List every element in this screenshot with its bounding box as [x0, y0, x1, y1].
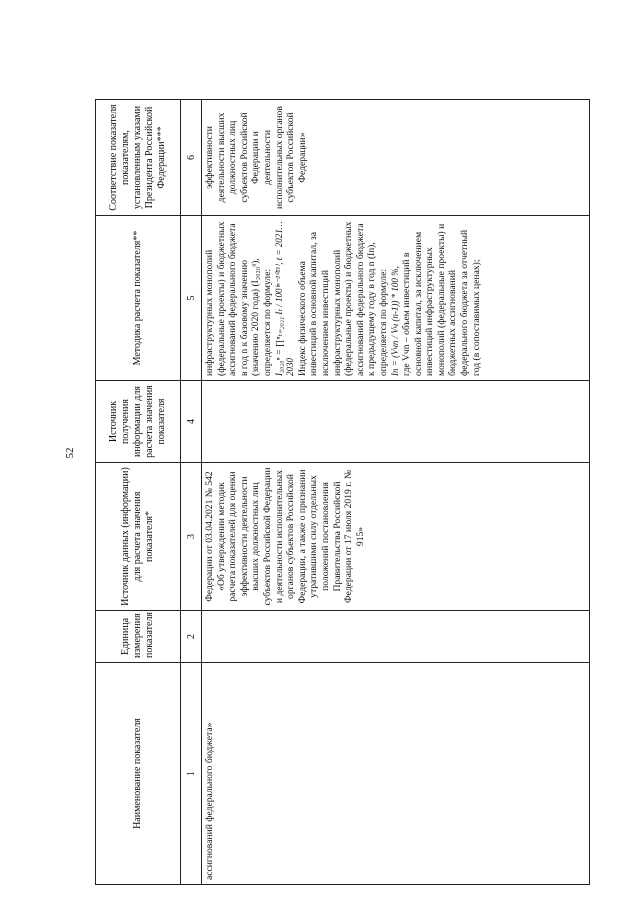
cell-info-source — [202, 381, 590, 463]
cell-method — [202, 216, 590, 381]
method-paragraph-3: где Vчn – объем инвестиций в основной капитал, за исключением инвестиций инфраструктурных монополий (федеральные проекты) и бюджетных ассигнований федерального бюджета за отчетный год (в сопоставимых ценах); — [401, 223, 482, 376]
table-row — [202, 100, 590, 885]
header-row — [96, 100, 181, 885]
method-paragraph-2: Индекс физического объема инвестиций в основной капитал, за исключением инвестиций инфраструктурных монополий (федеральные проекты) и бюджетных ассигнований федерального бюджета к предыдущему году в год n (In), определяется по формуле: — [296, 221, 389, 376]
cell-indicator-name: ассигнований федерального бюджета» — [202, 663, 590, 885]
column-number: 3 — [181, 463, 202, 611]
method-formula-2: In = (Vчn / Vч (n-1)) * 100 %, — [389, 266, 400, 376]
cell-unit — [202, 611, 590, 663]
header-info-source: Источник получения информации для расчета значения показателя — [96, 381, 181, 463]
method-formula-1: I₂₀₂₀ⁿ = ∏ⁿₜ₌₂₀₂₁ Iₜ / 100⁽ⁿ⁻²⁰²¹⁾, t = 2021…2030 — [273, 221, 296, 376]
column-number: 4 — [181, 381, 202, 463]
column-number: 1 — [181, 663, 202, 885]
column-number: 5 — [181, 216, 202, 381]
cell-data-source: Федерации от 03.04.2021 № 542 «Об утверждении методик расчета показателей для оценки эффективности деятельности высших должностных лиц субъектов Российской Федерации и деятельности исполнительных органов субъектов Российской Федерации, а также о признании утратившими силу отдельных положений постановления Правительства Российской Федерации от 17 июля 2019 г. № 915» — [202, 463, 590, 611]
indicator-table — [95, 99, 590, 885]
page-number: 52 — [64, 447, 76, 459]
rotated-table-wrapper — [95, 100, 590, 885]
column-number: 6 — [181, 100, 202, 216]
header-method: Методика расчета показателя** — [96, 216, 181, 381]
header-indicator-name: Наименование показателя — [96, 663, 181, 885]
column-number-row — [181, 100, 202, 885]
header-data-source: Источник данных (информации) для расчета значения показателя* — [96, 463, 181, 611]
header-unit: Единица измерения показателя — [96, 611, 181, 663]
header-compliance: Соответствие показателя показателям, установленным указами Президента Российской Федерации*** — [96, 100, 181, 216]
cell-compliance: эффективности деятельности высших должностных лиц субъектов Российской Федерации и деятельности исполнительных органов субъектов Российской Федерации» — [202, 100, 590, 216]
column-number: 2 — [181, 611, 202, 663]
method-paragraph-1: инфраструктурных монополий (федеральные проекты) и бюджетных ассигнований федерального бюджета в год n к базовому значению (значению 2020 года) (I₂₀₂₀ⁿ), определяется по формуле: — [204, 221, 273, 376]
